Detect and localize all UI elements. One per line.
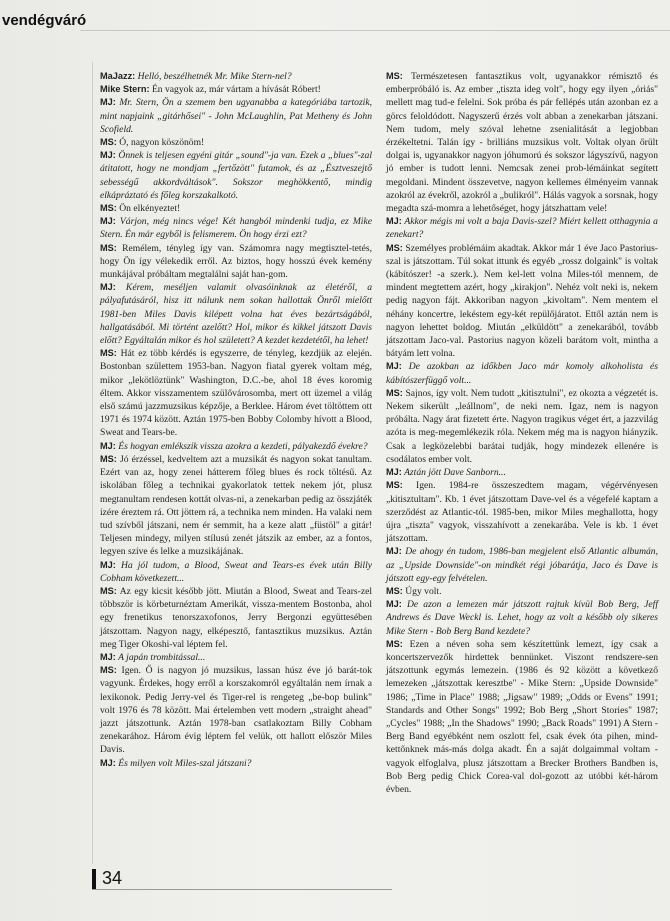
paragraph-text: Remélem, tényleg így van. Számomra nagy megtisztel-tetés, hogy Ön így vélekedik erről. Az biztos, hogy hosszú évek kemény munkájával próbáltam megtalálni saját han-gom. (100, 242, 372, 281)
paragraph-text: A japán trombitással... (118, 651, 206, 663)
interview-paragraph (386, 479, 658, 545)
paragraph-text: Én vagyok az, már vártam a hívását Róbert! (151, 84, 321, 96)
paragraph-text: Helló, beszélhetnék Mr. Mike Stern-nel? (137, 71, 292, 82)
speaker-label: MS: (100, 348, 117, 359)
paragraph-text: Ön elkényeztet! (119, 203, 181, 215)
paragraph-text: De azon a lemezen már játszott rajtuk kívül Bob Berg, Jeff Andrews és Dave Weckl is. Lehet, hogy az volt a később oly sikeres Mike Stern - Bob Berg Band kezdete? (386, 599, 658, 637)
speaker-label: MJ: (100, 559, 116, 570)
interview-paragraph (100, 559, 372, 585)
interview-paragraph (100, 149, 372, 202)
section-rubric: vendégváró (2, 12, 87, 29)
speaker-label: MaJazz: (100, 71, 136, 81)
interview-paragraph (386, 598, 658, 638)
speaker-label: MJ: (386, 546, 402, 557)
paragraph-text: Sajnos, így volt. Nem tudott „kitisztulni", ez okozta a végzetét is. Nekem sikerült „leállnom", de neki nem. Igaz, nem is nagyon próbálta. Nagy árat fizetett érte. Nagyon tragikus véget ért, a jazzvilág azóta is meg-megemlékezik róla. Nekem még ma is nagyon hiányzik. Csak a legközelebbi barátai tudják, hogy mindezek ellenére is csodálatos ember volt. (386, 387, 658, 465)
speaker-label: Mike Stern: (100, 84, 150, 95)
paragraph-text: De azokban az időkben Jaco már komoly alkoholista és kábítószerfüggő volt... (386, 361, 658, 386)
speaker-label: MJ: (386, 361, 402, 372)
rubric-divider (80, 30, 670, 31)
interview-paragraph (100, 202, 372, 215)
interview-paragraph (100, 215, 372, 241)
interview-paragraph (100, 757, 372, 770)
footer-divider (92, 889, 392, 890)
interview-paragraph (100, 440, 372, 453)
interview-paragraph (100, 83, 372, 96)
speaker-label: MS: (386, 585, 403, 596)
interview-paragraph (100, 453, 372, 559)
paragraph-text: Ó, nagyon köszönöm! (119, 137, 205, 149)
speaker-label: MJ: (386, 467, 402, 478)
speaker-label: MS: (100, 665, 117, 676)
paragraph-text: Önnek is teljesen egyéni gitár „sound"-ja van. Ezek a „blues"-zal átitatott, hogy ne mondjam „fertőzött" futamok, és az „Észtveszejtő sebességű akkordváltások". Sokszor meghökkentő, mindig elkápráztató és főleg korszakalkotó. (100, 150, 372, 201)
speaker-label: MJ: (100, 651, 116, 662)
speaker-label: MS: (386, 387, 403, 398)
margin-rule (92, 62, 93, 864)
speaker-label: MJ: (100, 97, 116, 108)
left-column (100, 70, 372, 770)
interview-paragraph (386, 466, 658, 479)
paragraph-text: Ezen a néven soha sem készítettünk lemezt, így csak a koncertszervezők hirdettek bennünket. Viszont rendszere-sen játszottunk egymás lemezein. (1986 és 92 között a következő lemezeken „játszottak keresztbe" - Mike Stern: „Upside Downside" 1986; „Time in Place" 1988; „Jigsaw" 1989; „Odds or Evens" 1991; Standards and Other Songs" 1992; Bob Berg „Short Stories" 1987; „Cycles" 1988; „In the Shadows" 1990; „Back Roads" 1991) A Stern - Berg Band egyébként nem oszlott fel, csak évek óta pihen, mind-kettőnknek más-más dolga akadt. Én a saját dolgaimmal voltam - vagyok elfoglalva, plusz játszottam a Brecker Brothers Bandben is, Bob Berg pedig Chick Corea-val dol-gozott az utóbbi két-három évben. (386, 638, 658, 795)
interview-paragraph (386, 387, 658, 466)
paragraph-text: Úgy volt. (405, 585, 442, 597)
speaker-label: MJ: (100, 216, 116, 227)
interview-paragraph (386, 215, 658, 241)
paragraph-text: Hát ez több kérdés is egyszerre, de tényleg, kezdjük az elején. Bostonban születtem 1953-ban. Nagyon fiatal gyerek voltam még, mikor „lekötlöztünk" Washington, D.C.-be, ahol 18 éves koromig éltem. Akkor visszamentem szülővárosomba, mert ott üzemel a világ első számú jazzmuzsikus képzője, a Berklee. Három évet töltöttem ott 1971 és 1974 között. Aztán 1975-ben Bobby Colomby hívott a Blood, Sweat and Tears-be. (100, 348, 373, 439)
interview-paragraph (100, 70, 372, 83)
page-number-bar (92, 869, 96, 889)
interview-paragraph (100, 136, 372, 149)
speaker-label: MS: (100, 203, 117, 214)
interview-paragraph (386, 70, 658, 215)
page-footer (92, 868, 122, 889)
speaker-label: MJ: (386, 599, 402, 610)
paragraph-text: Személyes problémáim akadtak. Akkor már 1 éve Jaco Pastorius-szal is játszottam. Túl sokat ittunk és egyéb „rossz dolgaink" is voltak (kábítószer! -a szerk.). Nem kel-lett volna Miles-tól mennem, de mindent megtettem azért, hogy „kirakjon". Nehéz volt neki is, nekem pedig nagyon fájt. Akkoriban nagyon „kivoltam". Nem mentem el néhány koncertre, lekéstem egy-két repülőjáratot. Ettől aztán nem is nagyon lehettet boldog. Miután „elküldött" a zenekarából, tovább játszottam Jaco-val. Pastorius nagyon közeli barátom volt, mintha a bátyám lett volna. (386, 242, 659, 360)
interview-paragraph (386, 545, 658, 585)
interview-paragraph (100, 347, 372, 439)
speaker-label: MJ: (100, 282, 116, 293)
speaker-label: MJ: (100, 440, 116, 451)
paragraph-text: Természetesen fantasztikus volt, ugyanakkor rémisztő és emberpróbáló is. Az ember „tiszta ideg volt", hogy egy ilyen „óriás" mellett mag tud-e felelni. Sok próba és pár fellépés után azonban ez a görcs feloldódott. Nagyszerű érzés volt abban a zenekarban játszani. Nem tudom, mely szóval lehetne zsenialitását a legjobban érzékeltetni. Talán így - brilliáns muzsikus volt. Voltak olyan őrült dolgai is, ugyanakkor nagyon jóhumorú és sokszor lágyszívű, nagyon jó ember is tudott lenni. Nemcsak zenei prob-lémáinkat segített megoldani. Mindent összevetve, nagyon kellemes élményeim vannak azokról az évekről, azokról a „bulikról". Hálás vagyok a sorsnak, hogy megadta szá-momra a lehetőséget, hogy játszhattam vele! (386, 71, 659, 215)
interview-paragraph (386, 585, 658, 598)
interview-paragraph (386, 242, 658, 361)
paragraph-text: Az egy kicsit később jött. Miután a Blood, Sweat and Tears-zel többször is körbeturnéztam Amerikát, vissza-mentem Bostonba, ahol egy frenetikus tenorszaxofonos, Jerry Bergonzi együttesében játszottam. Nagyon nagy, elképesztő, fantasztikus muzsikus. Aztán meg Tiger Okoshi-val léptem fel. (100, 585, 373, 650)
paragraph-text: Jó érzéssel, kedveltem azt a muzsikát és nagyon sokat tanultam. Ezért van az, hogy zenei hátterem főleg blues és rock töltésű. Az iskolában főleg a technikai gyakorlatok tettek nekem jót, plusz megtanultam rendesen kottát olvas-ni, a zenekarban pedig az összjáték ízére éreztem rá. Ott jöttem rá, a technika nem minden. Ha valaki nem tud szívből játszani, nem ér semmit, ha a keze alatt „füstöl" a gitár! Teljesen mindegy, milyen stílusú zenét játszik az ember, az a fontos, legyen szíve és lelke a muzsikájának. (100, 453, 372, 558)
speaker-label: MS: (386, 71, 403, 81)
paragraph-text: Akkor mégis mi volt a baja Davis-szel? Miért kellett otthagynia a zenekart? (386, 216, 658, 241)
speaker-label: MS: (386, 480, 403, 491)
speaker-label: MS: (100, 453, 117, 464)
paragraph-text: Igen. Ő is nagyon jó muzsikus, lassan húsz éve jó barát-tok vagyunk. Érdekes, hogy erről a korszakomról egyáltalán nem írnak a lexikonok. Pedig Jerry-vel és Tiger-rel is rengeteg „be-bop bulink" volt 1976 és 78 között. Mai értelemben vett modern „straight ahead" jazzt játszottunk. Aztán 1978-ban csatlakoztam Billy Cobham zenekarához. Három évig léptem fel velük, ott hallott először Miles Davis. (100, 665, 372, 756)
speaker-label: MJ: (100, 757, 116, 768)
speaker-label: MS: (100, 585, 117, 596)
paragraph-text: Igen. 1984-re összeszedtem magam, végérvényesen „kitisztultam". Kb. 1 évet játszottam Dave-vel és a végefelé kaptam a szerződést az Atlantic-tól. 1985-ben, mikor Miles meghallotta, hogy újra „tiszta" vagyok, visszahívott a zenekarába. Vele is kb. 1 évet játszottam. (386, 480, 658, 545)
right-column (386, 70, 658, 796)
speaker-label: MJ: (386, 216, 402, 227)
interview-paragraph (100, 585, 372, 651)
interview-paragraph (100, 242, 372, 282)
interview-paragraph (100, 96, 372, 136)
paragraph-text: Ha jól tudom, a Blood, Sweat and Tears-es évek után Billy Cobham következett... (100, 559, 372, 584)
paragraph-text: És milyen volt Miles-szal játszani? (118, 757, 252, 769)
interview-paragraph (100, 281, 372, 347)
interview-paragraph (100, 651, 372, 664)
paragraph-text: És hogyan emlékszik vissza azokra a kezdeti, pályakezdő évekre? (118, 440, 368, 452)
page-number: 34 (102, 868, 123, 888)
paragraph-text: Mr. Stern, Ön a szemem ben ugyanabba a kategóriába tartozik, mint napjaink „gitárhősei" - John McLaughlin, Pat Metheny és John Scofield. (100, 97, 373, 135)
speaker-label: MS: (386, 638, 403, 649)
speaker-label: MJ: (100, 150, 116, 161)
paragraph-text: Várjon, még nincs vége! Két hangból mindenki tudja, ez Mike Stern. Én már egyből is felismerem. Ön hogy érzi ezt? (100, 216, 372, 241)
interview-paragraph (100, 664, 372, 756)
interview-paragraph (386, 360, 658, 386)
paragraph-text: Kérem, meséljen valamit olvasóinknak az életéről, a pályafutásáról, hisz itt nálunk nem sokan hallottak Önről mielőtt 1981-ben Miles Davis kilépett volna hat éves bezártságából, hallgatásából. Mi történt azelőtt? Hol, mikor és kikkel játszott Davis előtt? Egyáltalán mikor és hol született? A kezdet kezdetétől, ha lehet! (100, 282, 373, 347)
speaker-label: MS: (100, 242, 117, 253)
paragraph-text: De ahogy én tudom, 1986-ban megjelent első Atlantic albumán, az „Upside Downside"-on mindkét régi jóbarátja, Jaco és Dave is játszott egy-egy felvételen. (386, 546, 658, 584)
speaker-label: MS: (386, 242, 403, 253)
interview-paragraph (386, 638, 658, 796)
paragraph-text: Aztán jött Dave Sanborn... (404, 467, 506, 479)
speaker-label: MS: (100, 137, 117, 148)
